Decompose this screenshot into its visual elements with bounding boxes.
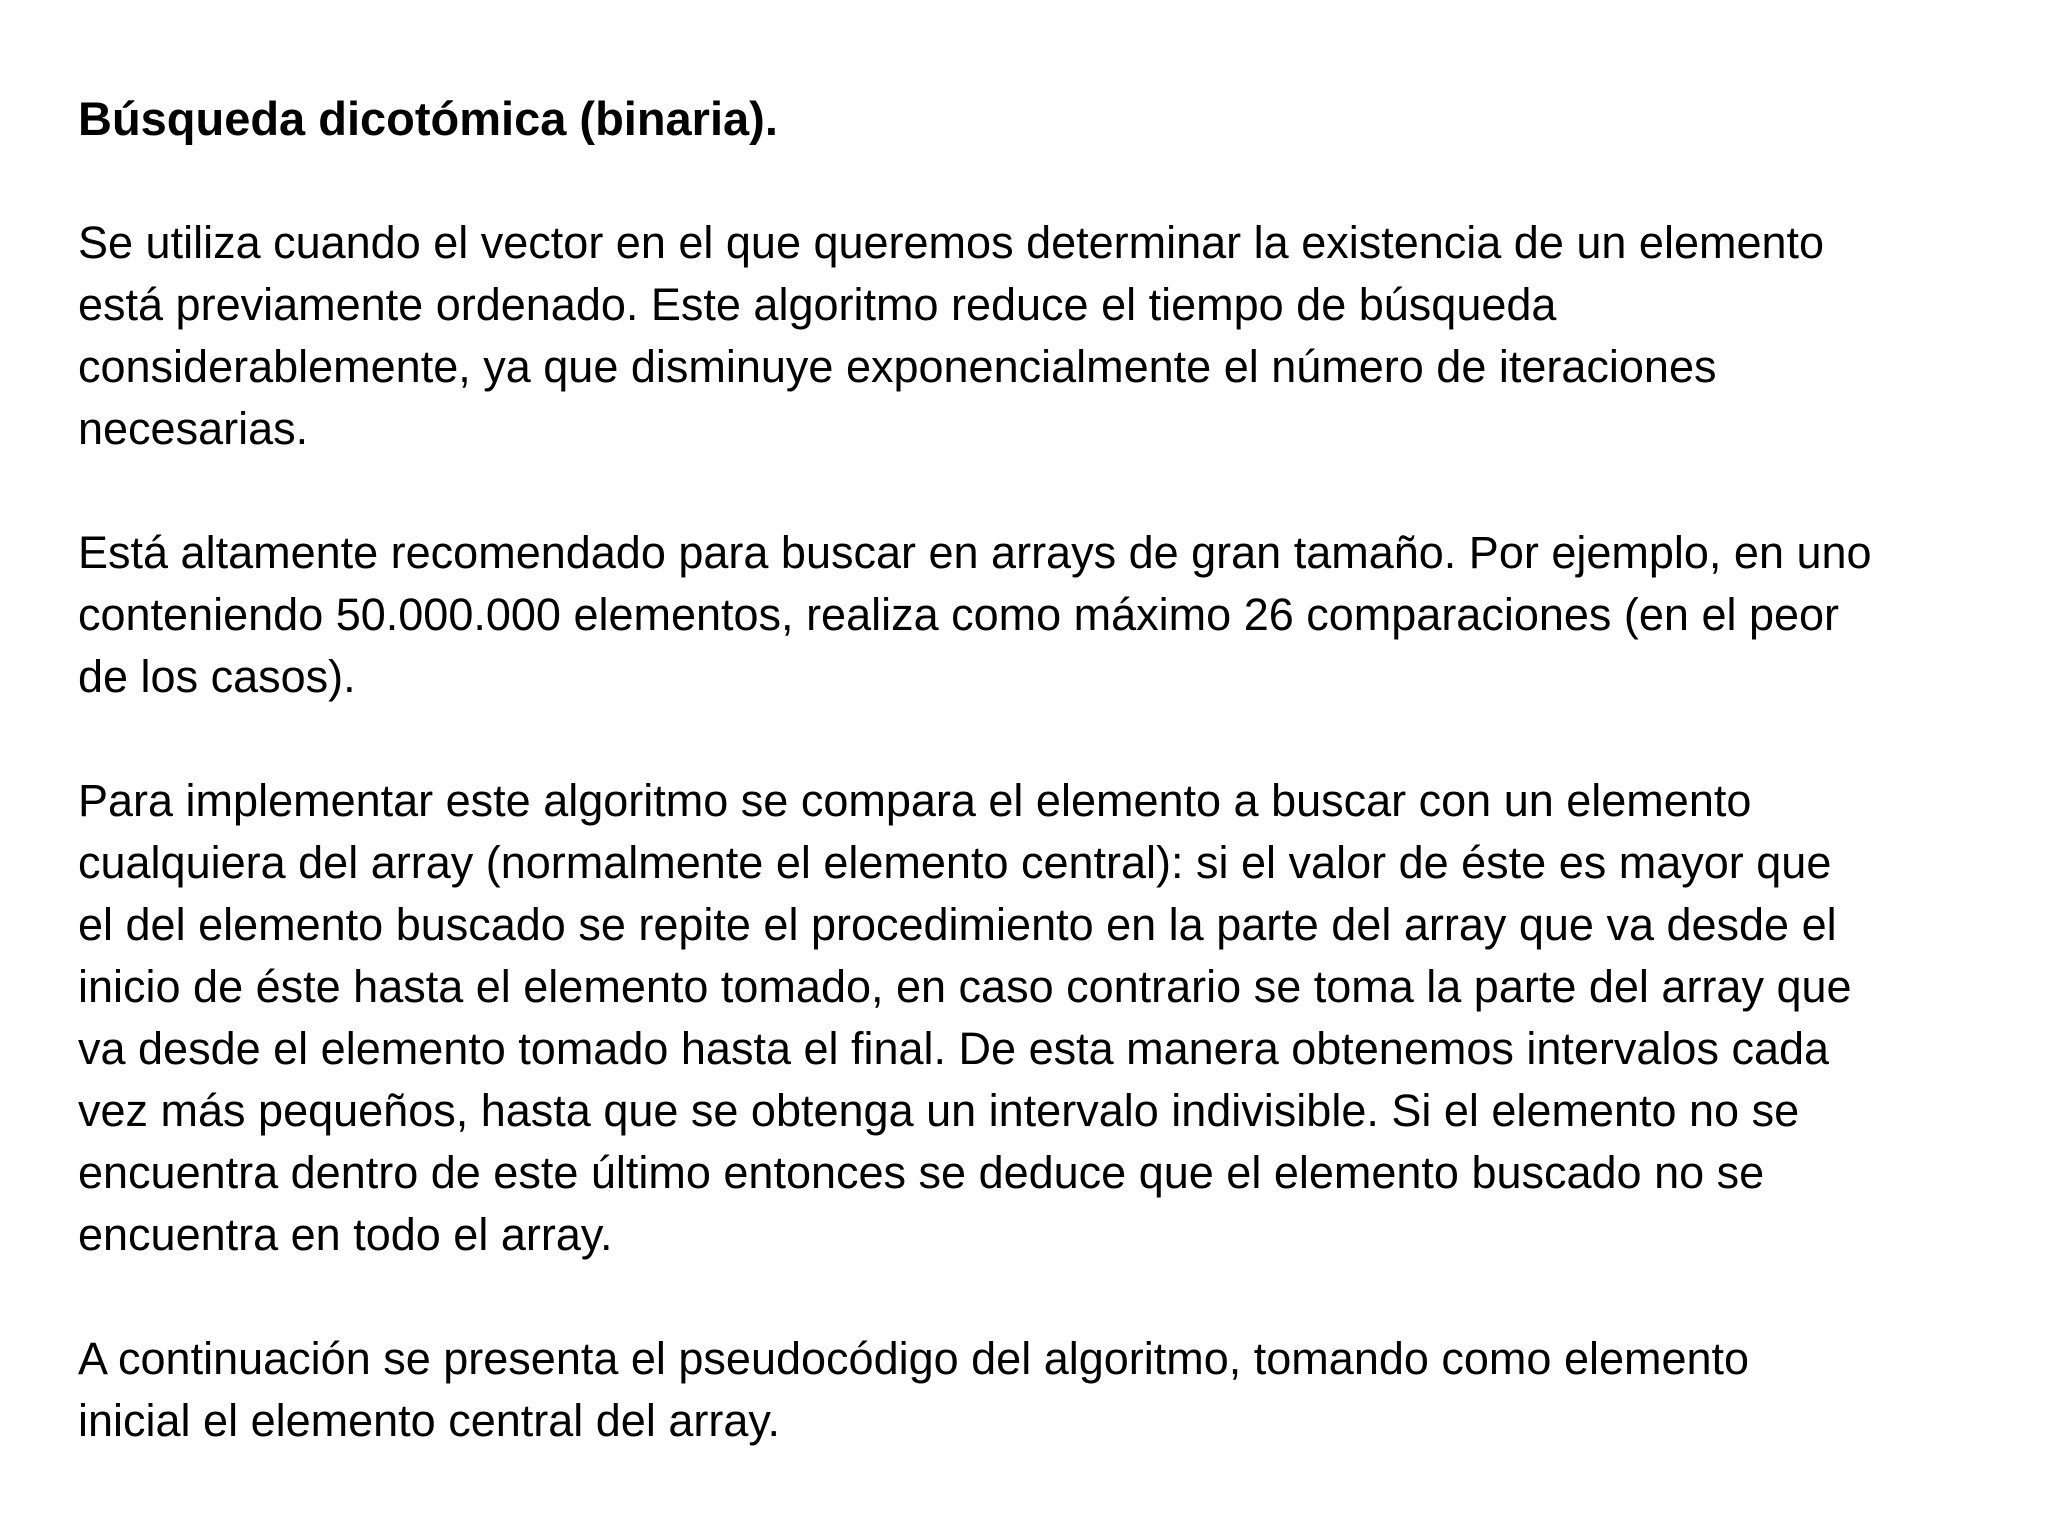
text-line: necesarias.: [78, 403, 309, 454]
paragraph-pseudocode-intro: [78, 1328, 1978, 1452]
text-line: Se utiliza cuando el vector en el que queremos determinar la existencia de un elemento: [78, 217, 1825, 268]
paragraph-definition: [78, 212, 1978, 460]
slide-content: [78, 88, 1978, 1514]
text-line: Está altamente recomendado para buscar en arrays de gran tamaño. Por ejemplo, en uno: [78, 527, 1872, 578]
text-line: va desde el elemento tomado hasta el final. De esta manera obtenemos intervalos cada: [78, 1023, 1830, 1074]
text-line: conteniendo 50.000.000 elementos, realiza como máximo 26 comparaciones (en el peor: [78, 589, 1840, 640]
text-line: encuentra en todo el array.: [78, 1209, 613, 1260]
text-line: Para implementar este algoritmo se compara el elemento a buscar con un elemento: [78, 775, 1752, 826]
text-line: inicial el elemento central del array.: [78, 1395, 781, 1446]
paragraph-recommendation: [78, 522, 1978, 708]
text-line: está previamente ordenado. Este algoritmo reduce el tiempo de búsqueda: [78, 279, 1557, 330]
slide-title: Búsqueda dicotómica (binaria).: [78, 92, 778, 145]
text-line: considerablemente, ya que disminuye exponencialmente el número de iteraciones: [78, 341, 1717, 392]
text-line: el del elemento buscado se repite el procedimiento en la parte del array que va desde el: [78, 899, 1837, 950]
text-line: vez más pequeños, hasta que se obtenga un intervalo indivisible. Si el elemento no se: [78, 1085, 1800, 1136]
paragraph-implementation: [78, 770, 1978, 1266]
text-line: cualquiera del array (normalmente el elemento central): si el valor de éste es mayor que: [78, 837, 1832, 888]
text-line: A continuación se presenta el pseudocódigo del algoritmo, tomando como elemento: [78, 1333, 1750, 1384]
text-line: de los casos).: [78, 651, 356, 702]
text-line: inicio de éste hasta el elemento tomado, en caso contrario se toma la parte del array que: [78, 961, 1852, 1012]
text-line: encuentra dentro de este último entonces se deduce que el elemento buscado no se: [78, 1147, 1765, 1198]
